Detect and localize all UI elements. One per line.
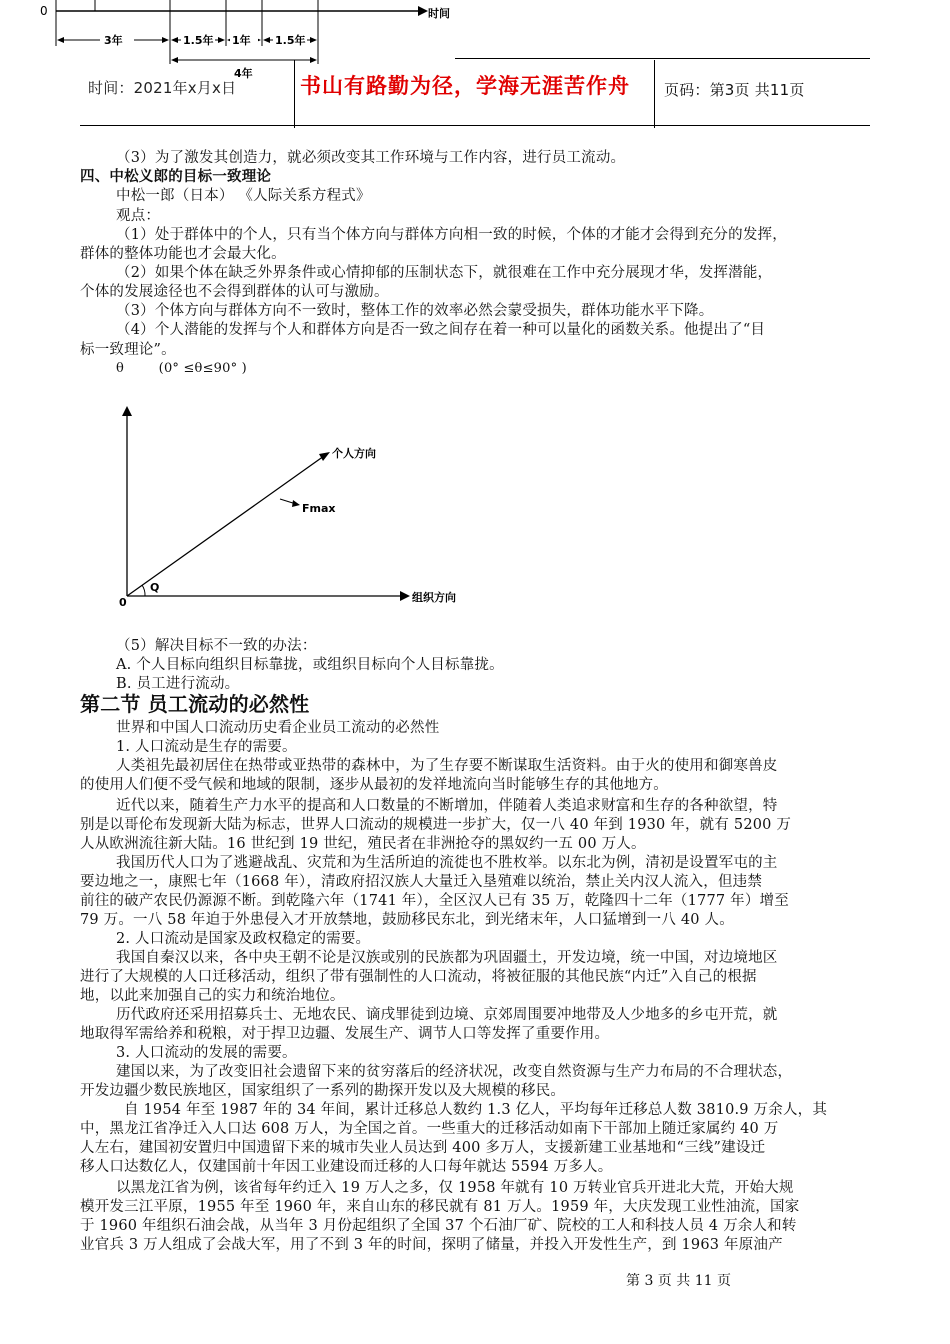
paragraph-line: 个体的发展途径也不会得到群体的认可与激励。 <box>80 284 389 300</box>
paragraph-line: 中，黑龙江省净迁入人口达 608 万人，为全国之首。一些重大的迁移活动如南下干部加上随迁家属约 40 万 <box>80 1121 779 1137</box>
paragraph-line: 观点： <box>116 208 161 224</box>
paragraph-line: 2. 人口流动是国家及政权稳定的需要。 <box>116 931 371 947</box>
page-footer: 第 3 页 共 11 页 <box>626 1273 731 1289</box>
angle-label: Q <box>150 581 160 594</box>
total-label: 4年 <box>234 67 253 80</box>
header-rule-top <box>455 58 870 59</box>
paragraph-line: 历代政府还采用招募兵士、无地农民、谪戌罪徒到边境、京郊周围要冲地带及人少地多的乡屯开荒，就 <box>116 1007 778 1023</box>
header-divider-1 <box>294 60 295 128</box>
section-heading-four: 四、中松义郎的目标一致理论 <box>80 169 272 185</box>
chart-origin-label: 0 <box>119 596 127 609</box>
paragraph-line: 的使用人们便不受气候和地域的限制，逐步从最初的发祥地流向当时能够生存的其他地方。 <box>80 777 668 793</box>
section-title: 第二节 员工流动的必然性 <box>80 692 310 716</box>
timeline-diagram <box>0 0 470 80</box>
paragraph-line: 人类祖先最初居住在热带或亚热带的森林中，为了生存要不断谋取生活资料。由于火的使用和御寒兽皮 <box>116 758 778 774</box>
paragraph-line: 中松一郎（日本） 《人际关系方程式》 <box>116 188 371 204</box>
x-axis-arrowhead <box>400 591 410 601</box>
personal-direction-label: 个人方向 <box>332 447 376 460</box>
personal-direction-arrowhead <box>319 452 330 461</box>
header-motto: 书山有路勤为径，学海无涯苦作舟 <box>300 73 630 98</box>
paragraph-line: （2）如果个体在缺乏外界条件或心情抑郁的压制状态下，就很难在工作中充分展现才华，发挥潜能， <box>116 265 773 281</box>
paragraph-line: 建国以来，为了改变旧社会遗留下来的贫穷落后的经济状况，改变自然资源与生产力布局的不合理状态， <box>116 1064 793 1080</box>
paragraph-line: 标一致理论”。 <box>80 342 176 358</box>
timeline-origin: 0 <box>40 4 48 18</box>
paragraph-line: 地取得军需给养和税粮，对于捍卫边疆、发展生产、调节人口等发挥了重要作用。 <box>80 1026 610 1042</box>
y-axis-arrowhead <box>122 406 132 416</box>
header-divider-2 <box>654 60 655 128</box>
org-direction-label: 组织方向 <box>412 591 456 604</box>
paragraph-line: 前往的破产农民仍源源不断。到乾隆六年（1741 年），全区汉人已有 35 万，乾隆四十二年（1777 年）增至 <box>80 893 789 909</box>
timeline-arrowhead <box>418 6 428 16</box>
paragraph-line: 3. 人口流动的发展的需要。 <box>116 1045 297 1061</box>
segment-4-label: 1.5年 <box>275 34 306 47</box>
paragraph-line: 群体的整体功能也才会最大化。 <box>80 246 286 262</box>
paragraph-line: 我国自秦汉以来，各中央王朝不论是汉族或别的民族都为巩固疆土，开发边境，统一中国，对边境地区 <box>116 950 778 966</box>
paragraph-line: 1. 人口流动是生存的需要。 <box>116 739 297 755</box>
paragraph-line: 人左右，建国初安置归中国遗留下来的城市失业人员达到 400 多万人，支援新建工业基地和“三线”建设迁 <box>80 1140 766 1156</box>
direction-diagram <box>110 400 480 615</box>
paragraph-line: 移人口达数亿人，仅建国前十年因工业建设而迁移的人口每年就达 5594 万多人。 <box>80 1159 613 1175</box>
paragraph-line: （3）为了激发其创造力，就必须改变其工作环境与工作内容，进行员工流动。 <box>116 150 626 166</box>
paragraph-line: （1）处于群体中的个人，只有当个体方向与群体方向相一致的时候，个体的才能才会得到充分的发挥， <box>116 227 787 243</box>
paragraph-line: 我国历代人口为了逃避战乱、灾荒和为生活所迫的流徙也不胜枚举。以东北为例，清初是设置军屯的主 <box>116 855 778 871</box>
header-date: 时间：2021年x月x日 <box>88 79 237 97</box>
paragraph-line: 开发边疆少数民族地区，国家组织了一系列的勘探开发以及大规模的移民。 <box>80 1083 566 1099</box>
paragraph-line: 进行了大规模的人口迁移活动，组织了带有强制性的人口流动，将被征服的其他民族“内迁”入自己的根据 <box>80 969 757 985</box>
paragraph-line: A. 个人目标向组织目标靠拢，或组织目标向个人目标靠拢。 <box>116 657 504 673</box>
paragraph-line: 自 1954 年至 1987 年的 34 年间，累计迁移总人数约 1.3 亿人，平均每年迁移总人数 3810.9 万余人，其 <box>124 1102 828 1118</box>
fmax-label: Fmax <box>302 502 336 515</box>
personal-direction-line <box>127 456 324 596</box>
paragraph-line: （4）个人潜能的发挥与个人和群体方向是否一致之间存在着一种可以量化的函数关系。他提出了“目 <box>116 322 766 338</box>
paragraph-line: 业官兵 3 万人组成了会战大军，用了不到 3 年的时间，探明了储量，并投入开发性生产，到 1963 年原油产 <box>80 1237 783 1253</box>
header-page-number: 页码：第3页 共11页 <box>664 81 805 99</box>
timeline-axis-label: 时间 <box>428 7 450 20</box>
paragraph-line: 模开发三江平原，1955 年至 1960 年，来自山东的移民就有 81 万人。1959 年，大庆发现工业性油流，国家 <box>80 1199 800 1215</box>
segment-2-label: 1.5年 <box>183 34 214 47</box>
paragraph-line: 地，以此来加强自己的实力和统治地位。 <box>80 988 345 1004</box>
paragraph-line: B. 员工进行流动。 <box>116 676 240 692</box>
paragraph-line: 世界和中国人口流动历史看企业员工流动的必然性 <box>116 720 440 736</box>
paragraph-line: 别是以哥伦布发现新大陆为标志，世界人口流动的规模进一步扩大，仅一八 40 年到 1930 年，就有 5200 万 <box>80 817 792 833</box>
paragraph-line: （5）解决目标不一致的办法： <box>116 638 317 654</box>
angle-range-formula: θ (0° ≤θ≤90° ) <box>116 361 247 376</box>
segment-3-label: 1年 <box>232 34 251 47</box>
paragraph-line: 近代以来，随着生产力水平的提高和人口数量的不断增加，伴随着人类追求财富和生存的各种欲望，特 <box>116 798 778 814</box>
paragraph-line: 人从欧洲流往新大陆。16 世纪到 19 世纪，殖民者在非洲抢夺的黑奴约一五 00 万人。 <box>80 836 646 852</box>
paragraph-line: 于 1960 年组织石油会战，从当年 3 月份起组织了全国 37 个石油厂矿、院校的工人和科技人员 4 万余人和转 <box>80 1218 797 1234</box>
header-rule-bottom <box>80 125 870 126</box>
angle-arc <box>142 585 145 596</box>
paragraph-line: 以黑龙江省为例，该省每年约迁入 19 万人之多，仅 1958 年就有 10 万转业官兵开进北大荒，开始大规 <box>116 1180 794 1196</box>
paragraph-line: 要边地之一，康熙七年（1668 年），清政府招汉族人大量迁入垦殖难以统治，禁止关内汉人流入，但违禁 <box>80 874 763 890</box>
paragraph-line: （3）个体方向与群体方向不一致时，整体工作的效率必然会蒙受损失，群体功能水平下降。 <box>116 303 714 319</box>
paragraph-line: 79 万。一八 58 年迫于外患侵入才开放禁地，鼓励移民东北，到光绪末年，人口猛增到一八 40 人。 <box>80 912 734 928</box>
segment-1-label: 3年 <box>104 34 123 47</box>
